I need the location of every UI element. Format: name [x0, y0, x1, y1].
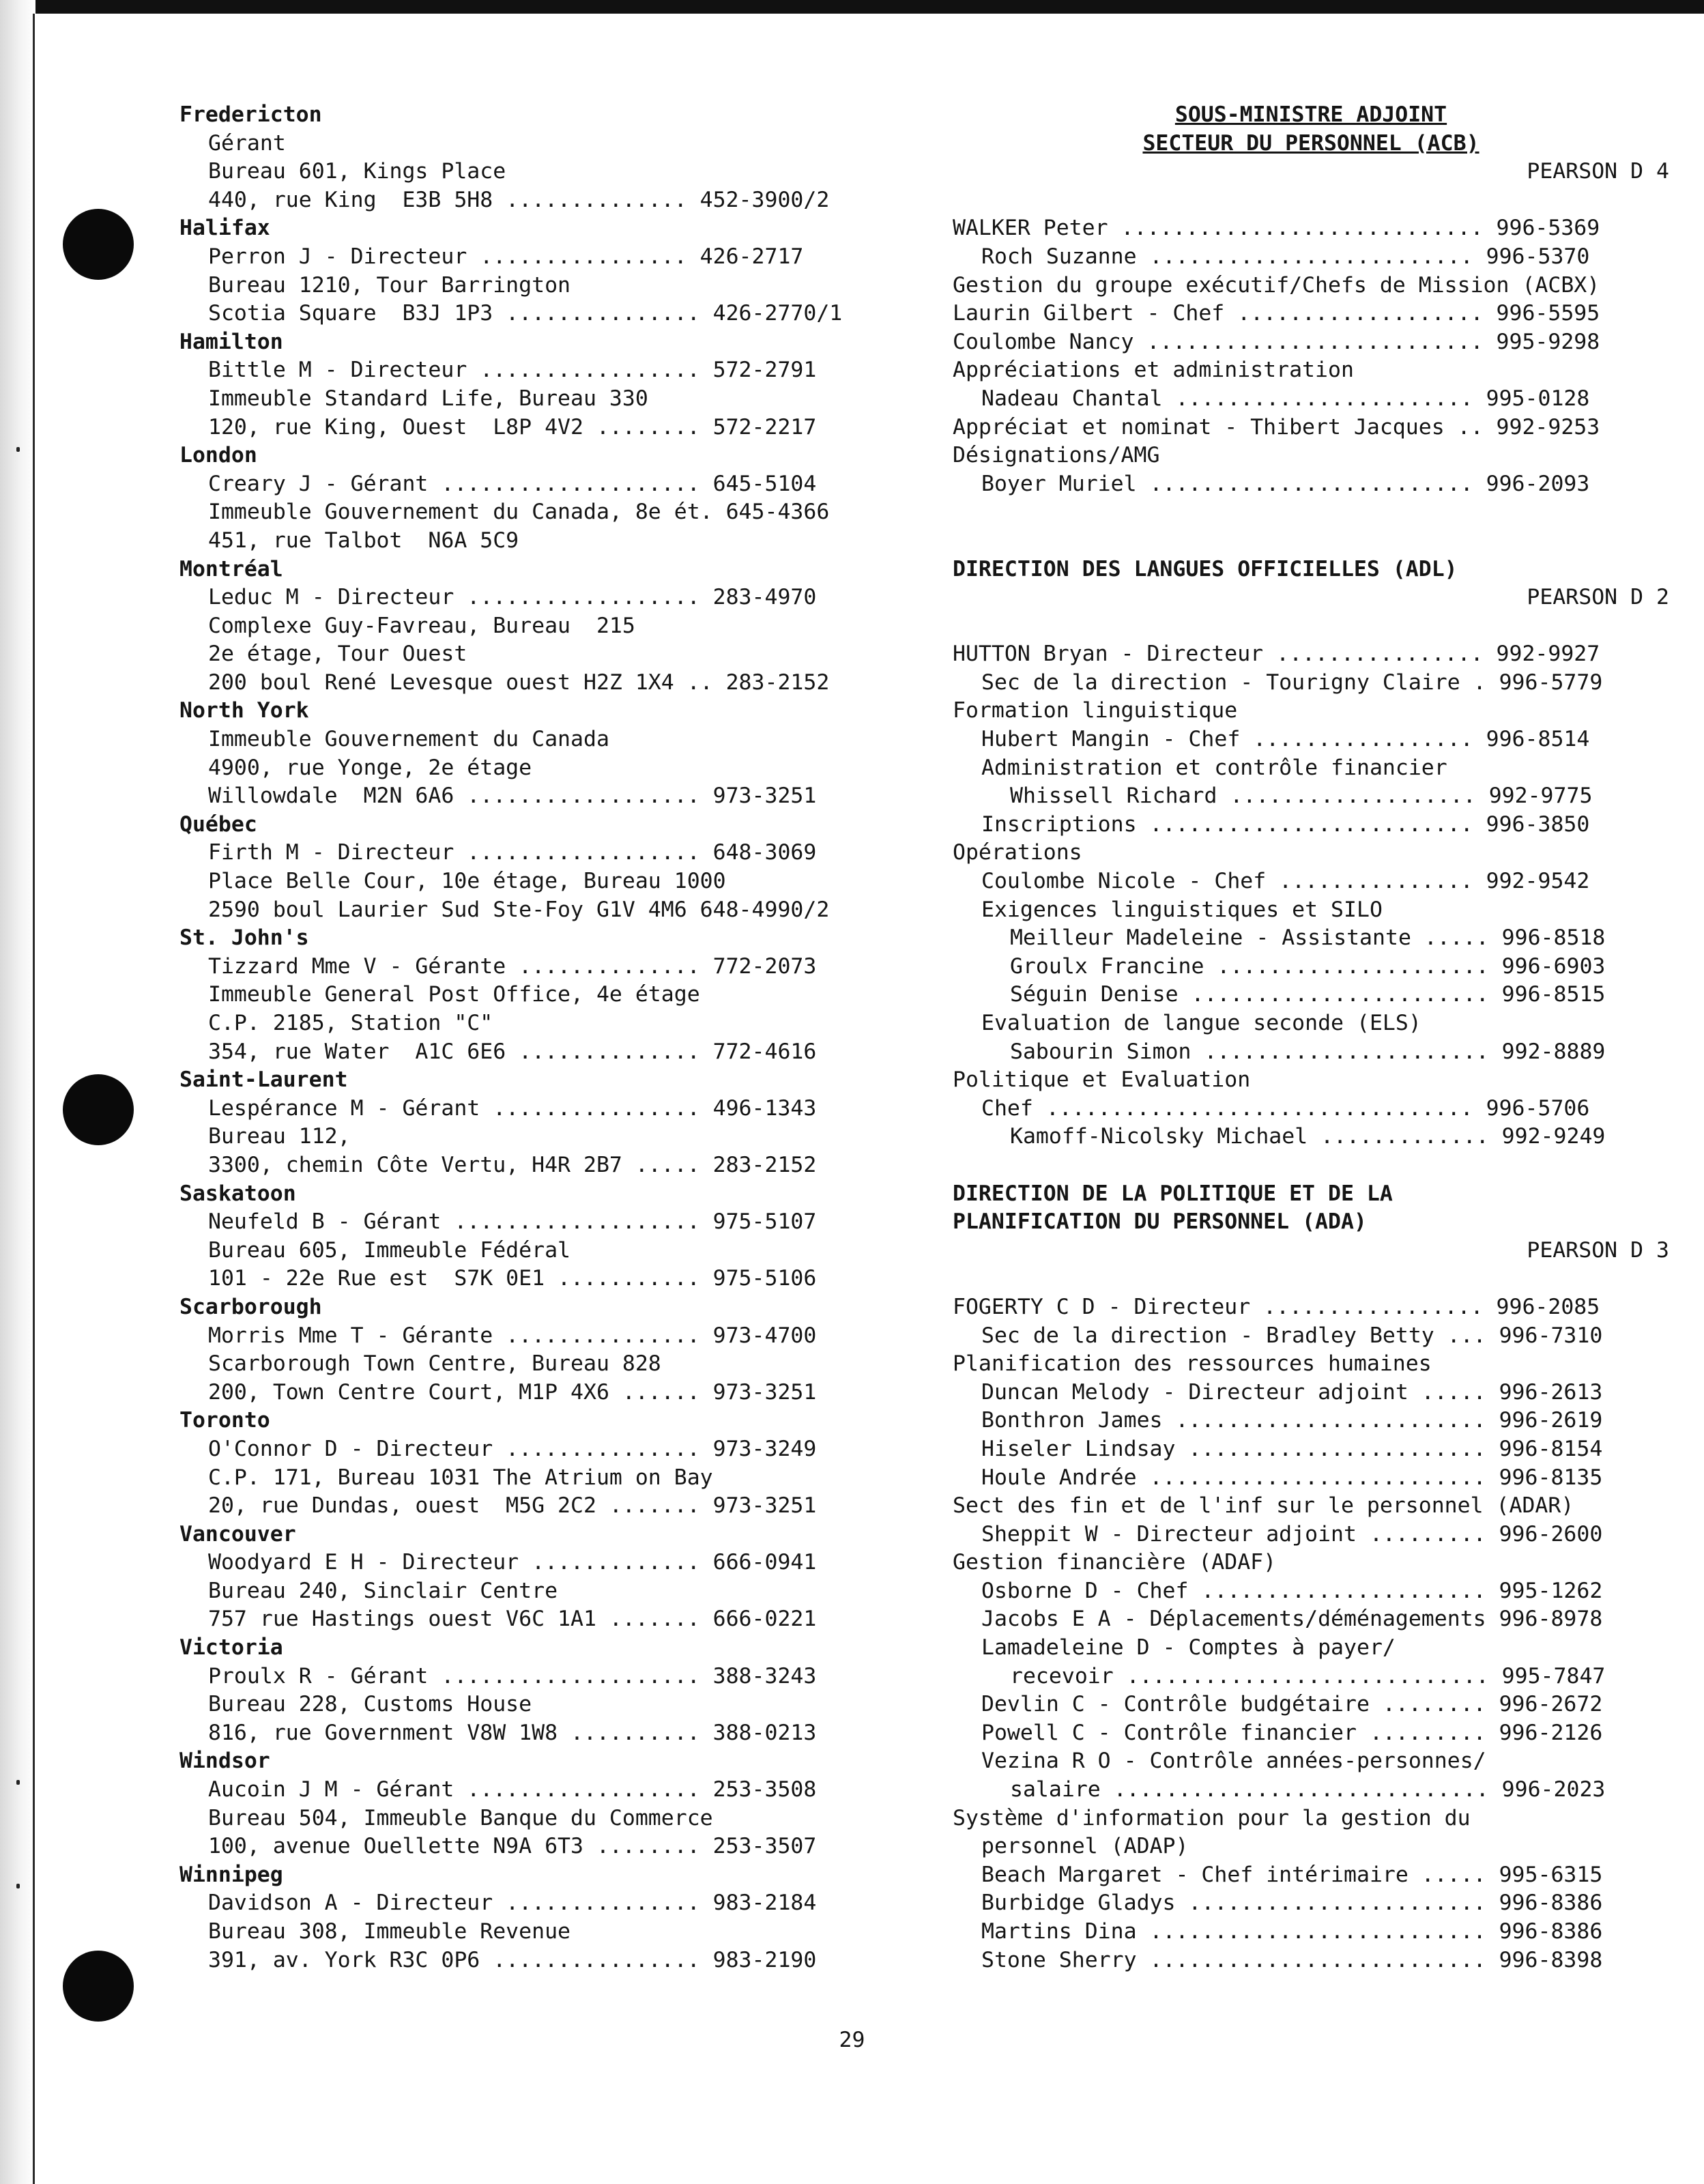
- section-heading: DIRECTION DE LA POLITIQUE ET DE LA: [953, 1181, 1393, 1206]
- directory-entry: Burbidge Gladys ....................... 996-8386: [981, 1891, 1603, 1916]
- directory-entry: 451, rue Talbot N6A 5C9: [208, 528, 519, 553]
- office-location: PEARSON D 2: [1527, 585, 1669, 610]
- directory-entry: Beach Margaret - Chef intérimaire ..... 995-6315: [981, 1862, 1603, 1887]
- directory-entry: WALKER Peter ............................ 996-5369: [953, 216, 1600, 241]
- directory-entry: C.P. 2185, Station "C": [208, 1011, 493, 1035]
- city-heading: Windsor: [179, 1749, 270, 1774]
- directory-entry: Coulombe Nancy .......................... 995-9298: [953, 329, 1600, 354]
- directory-entry: Vezina R O - Contrôle années-personnes/: [981, 1749, 1486, 1774]
- directory-entry: Sheppit W - Directeur adjoint ......... 996-2600: [981, 1521, 1603, 1547]
- office-location: PEARSON D 4: [1527, 159, 1669, 184]
- city-heading: Québec: [179, 811, 257, 837]
- directory-entry: Martins Dina .......................... 996-8386: [981, 1919, 1603, 1944]
- city-heading: Saint-Laurent: [179, 1067, 348, 1093]
- directory-entry: Creary J - Gérant .................... 645-5104: [208, 471, 817, 496]
- directory-entry: 120, rue King, Ouest L8P 4V2 ........ 572-2217: [208, 414, 817, 440]
- section-heading: PLANIFICATION DU PERSONNEL (ADA): [953, 1209, 1367, 1235]
- directory-entry: Scarborough Town Centre, Bureau 828: [208, 1351, 661, 1377]
- directory-entry: 3300, chemin Côte Vertu, H4R 2B7 ..... 283-2152: [208, 1152, 817, 1177]
- directory-entry: Désignations/AMG: [953, 443, 1160, 468]
- directory-entry: Groulx Francine ..................... 996-6903: [1010, 953, 1606, 979]
- scan-border-left: [0, 0, 35, 2184]
- directory-entry: Leduc M - Directeur .................. 283-4970: [208, 585, 817, 610]
- directory-entry: Appréciat et nominat - Thibert Jacques .. 992-9253: [953, 414, 1600, 440]
- directory-entry: 440, rue King E3B 5H8 .............. 452-3900/2: [208, 187, 830, 212]
- directory-entry: 816, rue Government V8W 1W8 .......... 388-0213: [208, 1720, 817, 1745]
- scan-border-top: [0, 0, 1704, 14]
- directory-entry: Gérant: [208, 130, 286, 156]
- personnel-sector-column: [953, 101, 1669, 1974]
- directory-entry: 20, rue Dundas, ouest M5G 2C2 ....... 973-3251: [208, 1493, 817, 1519]
- directory-entry: Bureau 308, Immeuble Revenue: [208, 1919, 571, 1944]
- regional-offices-column: [179, 101, 896, 1974]
- city-heading: Winnipeg: [179, 1862, 283, 1887]
- scan-speck: [16, 447, 20, 452]
- directory-entry: Administration et contrôle financier: [981, 755, 1447, 780]
- directory-entry: Davidson A - Directeur ............... 983-2184: [208, 1891, 817, 1916]
- directory-entry: Scotia Square B3J 1P3 ............... 426-2770/1: [208, 301, 843, 326]
- directory-entry: Bonthron James ........................ 996-2619: [981, 1408, 1603, 1433]
- city-heading: Toronto: [179, 1408, 270, 1433]
- directory-entry: personnel (ADAP): [981, 1834, 1189, 1859]
- directory-entry: Place Belle Cour, 10e étage, Bureau 1000: [208, 869, 726, 894]
- city-heading: St. John's: [179, 925, 309, 951]
- directory-entry: Coulombe Nicole - Chef ............... 992-9542: [981, 869, 1590, 894]
- directory-entry: Houle Andrée .......................... 996-8135: [981, 1465, 1603, 1490]
- directory-entry: Nadeau Chantal ....................... 995-0128: [981, 386, 1590, 411]
- directory-entry: Gestion du groupe exécutif/Chefs de Mission (ACBX): [953, 272, 1600, 298]
- directory-entry: Proulx R - Gérant .................... 388-3243: [208, 1663, 817, 1689]
- directory-entry: Powell C - Contrôle financier ......... 996-2126: [981, 1720, 1603, 1745]
- directory-entry: 4900, rue Yonge, 2e étage: [208, 755, 532, 780]
- directory-entry: Bittle M - Directeur ................. 572-2791: [208, 358, 817, 383]
- section-heading: DIRECTION DES LANGUES OFFICIELLES (ADL): [953, 556, 1458, 581]
- directory-entry: Duncan Melody - Directeur adjoint ..... 996-2613: [981, 1379, 1603, 1405]
- city-heading: Montréal: [179, 556, 283, 581]
- binder-hole-top: [63, 209, 134, 280]
- directory-entry: Bureau 240, Sinclair Centre: [208, 1578, 558, 1603]
- directory-entry: Aucoin J M - Gérant .................. 253-3508: [208, 1777, 817, 1802]
- directory-entry: Sect des fin et de l'inf sur le personnel (ADAR): [953, 1493, 1574, 1519]
- office-location: PEARSON D 3: [1527, 1237, 1669, 1263]
- directory-entry: O'Connor D - Directeur ............... 973-3249: [208, 1436, 817, 1461]
- directory-entry: Bureau 112,: [208, 1124, 351, 1149]
- directory-entry: Complexe Guy-Favreau, Bureau 215: [208, 613, 635, 638]
- directory-entry: Gestion financière (ADAF): [953, 1550, 1277, 1575]
- page-number: 29: [839, 2028, 865, 2052]
- directory-entry: FOGERTY C D - Directeur ................. 996-2085: [953, 1294, 1600, 1319]
- directory-entry: Sabourin Simon ...................... 992-8889: [1010, 1039, 1606, 1064]
- directory-entry: Formation linguistique: [953, 698, 1238, 723]
- directory-entry: Bureau 605, Immeuble Fédéral: [208, 1237, 571, 1263]
- directory-entry: Bureau 504, Immeuble Banque du Commerce: [208, 1805, 713, 1830]
- directory-entry: 200 boul René Levesque ouest H2Z 1X4 .. 283-2152: [208, 670, 830, 695]
- directory-entry: Immeuble Standard Life, Bureau 330: [208, 386, 648, 411]
- directory-entry: Bureau 228, Customs House: [208, 1692, 532, 1717]
- directory-entry: 2e étage, Tour Ouest: [208, 642, 467, 667]
- directory-entry: Lespérance M - Gérant ................ 496-1343: [208, 1095, 817, 1121]
- city-heading: Scarborough: [179, 1294, 322, 1319]
- city-heading: Halifax: [179, 216, 270, 241]
- directory-entry: Exigences linguistiques et SILO: [981, 897, 1383, 922]
- directory-entry: Meilleur Madeleine - Assistante ..... 996-8518: [1010, 925, 1606, 951]
- directory-entry: Bureau 1210, Tour Barrington: [208, 272, 571, 298]
- directory-entry: Laurin Gilbert - Chef ................... 996-5595: [953, 301, 1600, 326]
- directory-entry: salaire ............................. 996-2023: [1010, 1777, 1606, 1802]
- city-heading: North York: [179, 698, 309, 723]
- spacer: [953, 1151, 1669, 1180]
- directory-entry: 2590 boul Laurier Sud Ste-Foy G1V 4M6 648-4990/2: [208, 897, 830, 922]
- directory-entry: Opérations: [953, 840, 1082, 865]
- page-edge-line: [33, 14, 35, 2184]
- directory-entry: Politique et Evaluation: [953, 1067, 1251, 1093]
- directory-entry: Devlin C - Contrôle budgétaire ........ 996-2672: [981, 1692, 1603, 1717]
- directory-entry: Appréciations et administration: [953, 358, 1354, 383]
- spacer: [953, 1265, 1669, 1293]
- directory-entry: C.P. 171, Bureau 1031 The Atrium on Bay: [208, 1465, 713, 1490]
- directory-entry: Immeuble Gouvernement du Canada, 8e ét. 645-4366: [208, 500, 830, 525]
- directory-entry: 757 rue Hastings ouest V6C 1A1 ....... 666-0221: [208, 1607, 817, 1632]
- directory-entry: 100, avenue Ouellette N9A 6T3 ........ 253-3507: [208, 1834, 817, 1859]
- directory-entry: Inscriptions ......................... 996-3850: [981, 811, 1590, 837]
- directory-entry: Evaluation de langue seconde (ELS): [981, 1011, 1421, 1035]
- directory-entry: Kamoff-Nicolsky Michael ............. 992-9249: [1010, 1124, 1606, 1149]
- binder-hole-middle: [63, 1074, 134, 1145]
- directory-entry: Tizzard Mme V - Gérante .............. 772-2073: [208, 953, 817, 979]
- directory-entry: Jacobs E A - Déplacements/déménagements 996-8978: [981, 1607, 1603, 1632]
- directory-entry: Perron J - Directeur ................ 426-2717: [208, 244, 804, 269]
- binder-hole-bottom: [63, 1951, 134, 2022]
- directory-entry: Immeuble Gouvernement du Canada: [208, 727, 609, 752]
- directory-entry: HUTTON Bryan - Directeur ................ 992-9927: [953, 642, 1600, 667]
- directory-entry: Sec de la direction - Tourigny Claire . 996-5779: [981, 670, 1603, 695]
- spacer: [953, 498, 1669, 527]
- city-heading: Fredericton: [179, 102, 322, 127]
- directory-entry: Hubert Mangin - Chef ................. 996-8514: [981, 727, 1590, 752]
- directory-entry: Firth M - Directeur .................. 648-3069: [208, 840, 817, 865]
- section-title: SOUS-MINISTRE ADJOINT: [1174, 102, 1447, 127]
- directory-entry: Séguin Denise ....................... 996-8515: [1010, 982, 1606, 1007]
- directory-entry: Lamadeleine D - Comptes à payer/: [981, 1635, 1396, 1661]
- directory-entry: Neufeld B - Gérant ................... 975-5107: [208, 1209, 817, 1235]
- spacer: [953, 612, 1669, 641]
- spacer: [953, 527, 1669, 556]
- directory-entry: recevoir ............................ 995-7847: [1010, 1663, 1606, 1689]
- directory-entry: Stone Sherry .......................... 996-8398: [981, 1947, 1603, 1972]
- directory-entry: Système d'information pour la gestion du: [953, 1805, 1471, 1830]
- directory-entry: Morris Mme T - Gérante ............... 973-4700: [208, 1323, 817, 1348]
- directory-entry: Woodyard E H - Directeur ............. 666-0941: [208, 1550, 817, 1575]
- directory-entry: 200, Town Centre Court, M1P 4X6 ...... 973-3251: [208, 1379, 817, 1405]
- spacer: [953, 186, 1669, 215]
- directory-entry: Roch Suzanne ......................... 996-5370: [981, 244, 1590, 269]
- directory-entry: Willowdale M2N 6A6 .................. 973-3251: [208, 784, 817, 809]
- city-heading: Victoria: [179, 1635, 283, 1661]
- directory-entry: 391, av. York R3C 0P6 ................ 983-2190: [208, 1947, 817, 1972]
- scan-speck: [16, 1884, 20, 1888]
- city-heading: Saskatoon: [179, 1181, 296, 1206]
- directory-entry: 101 - 22e Rue est S7K 0E1 ........... 975-5106: [208, 1266, 817, 1291]
- directory-entry: Bureau 601, Kings Place: [208, 159, 506, 184]
- directory-entry: 354, rue Water A1C 6E6 .............. 772-4616: [208, 1039, 817, 1064]
- directory-entry: Hiseler Lindsay ....................... 996-8154: [981, 1436, 1603, 1461]
- directory-entry: Osborne D - Chef ...................... 995-1262: [981, 1578, 1603, 1603]
- city-heading: Hamilton: [179, 329, 283, 354]
- directory-entry: Immeuble General Post Office, 4e étage: [208, 982, 700, 1007]
- city-heading: Vancouver: [179, 1521, 296, 1547]
- city-heading: London: [179, 443, 257, 468]
- directory-entry: Whissell Richard ................... 992-9775: [1010, 784, 1593, 809]
- directory-entry: Planification des ressources humaines: [953, 1351, 1432, 1377]
- section-title: SECTEUR DU PERSONNEL (ACB): [1142, 130, 1479, 156]
- directory-entry: Chef ................................. 996-5706: [981, 1095, 1590, 1121]
- directory-entry: Sec de la direction - Bradley Betty ... 996-7310: [981, 1323, 1603, 1348]
- directory-entry: Boyer Muriel ......................... 996-2093: [981, 471, 1590, 496]
- scan-speck: [16, 1780, 20, 1785]
